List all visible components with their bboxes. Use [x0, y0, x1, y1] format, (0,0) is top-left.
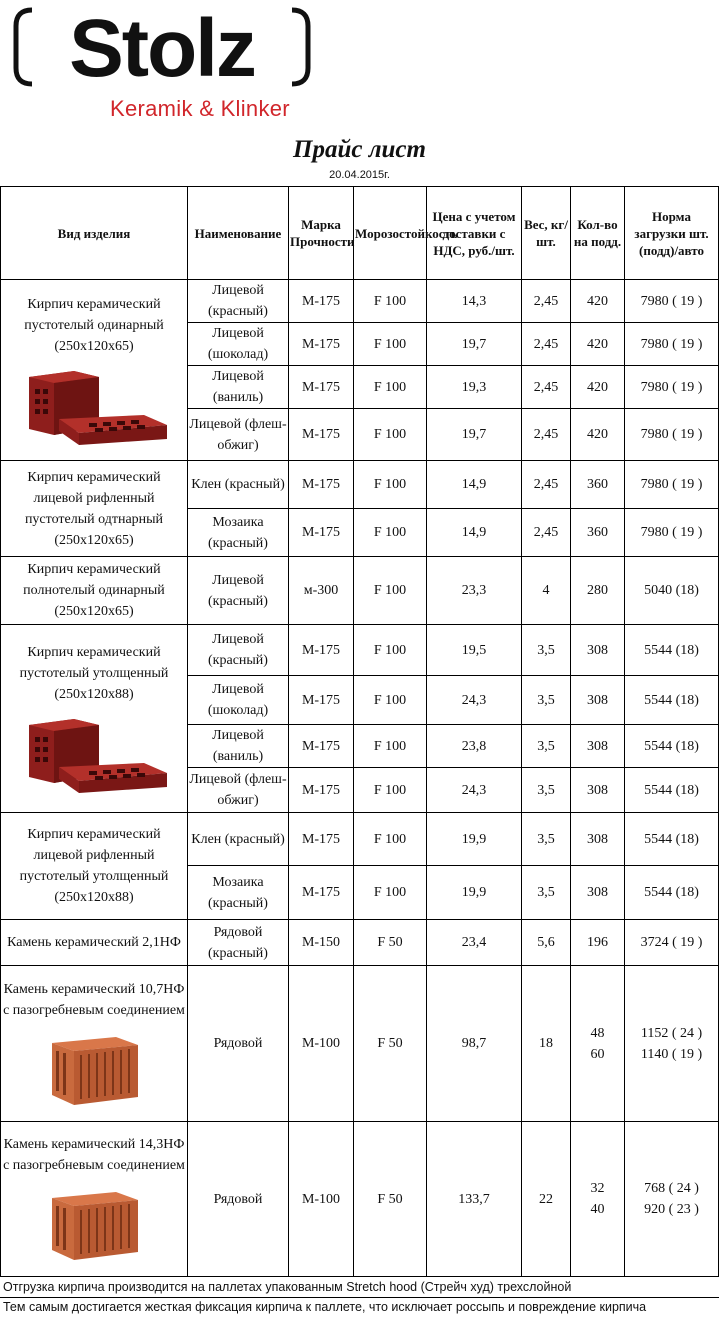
price-cell: 19,9	[427, 866, 522, 920]
frost-cell: F 50	[354, 966, 427, 1122]
name-cell: Рядовой (красный)	[188, 920, 289, 966]
strength-cell: М-100	[289, 966, 354, 1122]
price-cell: 23,8	[427, 725, 522, 768]
table-row	[1, 920, 719, 966]
weight-cell: 2,45	[522, 509, 571, 557]
pallet-qty-cell: 308	[571, 866, 625, 920]
product-type-label: Камень керамический 10,7НФ с пазогребневым соединением	[3, 981, 185, 1018]
pallet-qty-cell: 308	[571, 625, 625, 676]
price-cell: 14,9	[427, 461, 522, 509]
frost-cell: F 100	[354, 557, 427, 625]
frost-cell: F 100	[354, 409, 427, 461]
name-cell: Лицевой (флеш-обжиг)	[188, 409, 289, 461]
strength-cell: М-175	[289, 280, 354, 323]
price-cell: 98,7	[427, 966, 522, 1122]
header-name: Наименование	[188, 187, 289, 280]
header-price: Цена с учетом доставки с НДС, руб./шт.	[427, 187, 522, 280]
frost-cell: F 100	[354, 461, 427, 509]
name-cell: Лицевой (шоколад)	[188, 676, 289, 725]
load-norm-cell: 5544 (18)	[625, 725, 719, 768]
header-load-norm: Норма загрузки шт.(подд)/авто	[625, 187, 719, 280]
pallet-qty-cell: 420	[571, 409, 625, 461]
price-cell: 24,3	[427, 768, 522, 813]
logo-text: Stolz	[69, 3, 255, 94]
price-cell: 19,5	[427, 625, 522, 676]
frost-cell: F 100	[354, 280, 427, 323]
price-cell: 19,7	[427, 323, 522, 366]
strength-cell: М-175	[289, 725, 354, 768]
stolz-logo	[12, 2, 312, 92]
table-row	[1, 813, 719, 866]
name-cell: Лицевой (ваниль)	[188, 725, 289, 768]
pallet-qty-cell: 308	[571, 725, 625, 768]
frost-cell: F 100	[354, 676, 427, 725]
table-header-row	[1, 187, 719, 280]
pallet-qty-cell: 420	[571, 280, 625, 323]
pallet-qty-cell: 308	[571, 768, 625, 813]
weight-cell: 5,6	[522, 920, 571, 966]
red-brick-image	[19, 367, 169, 447]
frost-cell: F 100	[354, 813, 427, 866]
strength-cell: М-175	[289, 461, 354, 509]
load-norm-cell: 7980 ( 19 )	[625, 509, 719, 557]
header-strength: Марка Прочности	[289, 187, 354, 280]
load-norm-cell: 5544 (18)	[625, 625, 719, 676]
name-cell: Лицевой (флеш-обжиг)	[188, 768, 289, 813]
price-cell: 24,3	[427, 676, 522, 725]
load-norm-cell: 5040 (18)	[625, 557, 719, 625]
frost-cell: F 100	[354, 625, 427, 676]
load-norm-cell: 7980 ( 19 )	[625, 366, 719, 409]
name-cell: Лицевой (красный)	[188, 557, 289, 625]
product-type-label: Кирпич керамический пустотелый одинарный (250х120х65)	[24, 296, 164, 354]
load-norm-cell: 3724 ( 19 )	[625, 920, 719, 966]
product-type-label: Камень керамический 2,1НФ	[7, 935, 181, 950]
pallet-qty-cell: 280	[571, 557, 625, 625]
price-cell: 23,4	[427, 920, 522, 966]
header-pallet-qty: Кол-во на подд.	[571, 187, 625, 280]
weight-cell: 2,45	[522, 461, 571, 509]
product-type-cell	[1, 813, 188, 920]
product-type-label: Кирпич керамический лицевой рифленный пустотелый одтнарный (250х120х65)	[24, 469, 164, 548]
name-cell: Лицевой (шоколад)	[188, 323, 289, 366]
load-norm-cell: 7980 ( 19 )	[625, 323, 719, 366]
price-cell: 14,3	[427, 280, 522, 323]
strength-cell: М-100	[289, 1122, 354, 1277]
name-cell: Лицевой (ваниль)	[188, 366, 289, 409]
fixation-note: Тем самым достигается жесткая фиксация кирпича к паллете, что исключает россыпь и повреждение кирпича	[3, 1300, 647, 1314]
frost-cell: F 100	[354, 768, 427, 813]
name-cell: Лицевой (красный)	[188, 280, 289, 323]
price-date: 20.04.2015г.	[329, 169, 390, 181]
frost-cell: F 50	[354, 1122, 427, 1277]
weight-cell: 3,5	[522, 813, 571, 866]
pallet-qty-cell: 420	[571, 323, 625, 366]
weight-cell: 2,45	[522, 409, 571, 461]
strength-cell: М-175	[289, 866, 354, 920]
load-norm-cell: 5544 (18)	[625, 866, 719, 920]
table-row	[1, 557, 719, 625]
price-cell: 19,9	[427, 813, 522, 866]
pallet-qty-cell: 32 40	[571, 1122, 625, 1277]
subbrand: Keramik & Klinker	[110, 96, 290, 121]
pallet-qty-cell: 308	[571, 813, 625, 866]
price-table	[0, 186, 719, 1277]
frost-cell: F 100	[354, 866, 427, 920]
weight-cell: 2,45	[522, 366, 571, 409]
strength-cell: М-175	[289, 768, 354, 813]
name-cell: Мозаика (красный)	[188, 866, 289, 920]
price-cell: 19,7	[427, 409, 522, 461]
strength-cell: М-175	[289, 625, 354, 676]
table-row	[1, 625, 719, 676]
weight-cell: 4	[522, 557, 571, 625]
weight-cell: 3,5	[522, 625, 571, 676]
product-type-cell	[1, 557, 188, 625]
name-cell: Рядовой	[188, 966, 289, 1122]
strength-cell: М-175	[289, 676, 354, 725]
product-type-cell	[1, 966, 188, 1122]
header-product: Вид изделия	[1, 187, 188, 280]
load-norm-cell: 7980 ( 19 )	[625, 280, 719, 323]
name-cell: Клен (красный)	[188, 461, 289, 509]
load-norm-cell: 7980 ( 19 )	[625, 461, 719, 509]
pallet-qty-cell: 308	[571, 676, 625, 725]
strength-cell: М-175	[289, 409, 354, 461]
load-norm-cell: 5544 (18)	[625, 768, 719, 813]
product-type-cell	[1, 1122, 188, 1277]
product-type-label: Кирпич керамический лицевой рифленный пустотелый утолщенный (250х120х88)	[19, 827, 169, 905]
frost-cell: F 50	[354, 920, 427, 966]
header-frost: Морозостойкость	[354, 187, 427, 280]
strength-cell: М-150	[289, 920, 354, 966]
shipping-note: Отгрузка кирпича производится на паллетах упакованным Stretch hood (Стрейч худ) трехслойной	[3, 1280, 572, 1294]
product-type-cell	[1, 625, 188, 813]
frost-cell: F 100	[354, 509, 427, 557]
pallet-qty-cell: 360	[571, 509, 625, 557]
weight-cell: 2,45	[522, 323, 571, 366]
strength-cell: М-175	[289, 323, 354, 366]
weight-cell: 3,5	[522, 866, 571, 920]
product-type-label: Кирпич керамический полнотелый одинарный (250х120х65)	[23, 562, 165, 619]
load-norm-cell: 5544 (18)	[625, 676, 719, 725]
red-brick-image	[19, 715, 169, 795]
product-type-cell	[1, 461, 188, 557]
table-row	[1, 1122, 719, 1277]
pallet-qty-cell: 196	[571, 920, 625, 966]
page-title: Прайс лист	[293, 136, 426, 163]
weight-cell: 3,5	[522, 676, 571, 725]
strength-cell: М-175	[289, 813, 354, 866]
name-cell: Лицевой (красный)	[188, 625, 289, 676]
price-cell: 19,3	[427, 366, 522, 409]
frost-cell: F 100	[354, 323, 427, 366]
frost-cell: F 100	[354, 725, 427, 768]
product-type-label: Камень керамический 14,3НФ с пазогребневым соединением	[3, 1137, 185, 1173]
weight-cell: 3,5	[522, 768, 571, 813]
name-cell: Клен (красный)	[188, 813, 289, 866]
weight-cell: 3,5	[522, 725, 571, 768]
strength-cell: м-300	[289, 557, 354, 625]
weight-cell: 22	[522, 1122, 571, 1277]
ceramic-block-image	[44, 1186, 144, 1264]
weight-cell: 2,45	[522, 280, 571, 323]
price-cell: 133,7	[427, 1122, 522, 1277]
product-type-label: Кирпич керамический пустотелый утолщенный (250х120х88)	[19, 645, 169, 702]
header-weight: Вес, кг/шт.	[522, 187, 571, 280]
load-norm-cell: 7980 ( 19 )	[625, 409, 719, 461]
load-norm-cell: 5544 (18)	[625, 813, 719, 866]
load-norm-cell: 768 ( 24 ) 920 ( 23 )	[625, 1122, 719, 1277]
pallet-qty-cell: 48 60	[571, 966, 625, 1122]
pallet-qty-cell: 420	[571, 366, 625, 409]
frost-cell: F 100	[354, 366, 427, 409]
strength-cell: М-175	[289, 509, 354, 557]
product-type-cell	[1, 280, 188, 461]
product-type-cell	[1, 920, 188, 966]
table-row	[1, 461, 719, 509]
pallet-qty-cell: 360	[571, 461, 625, 509]
ceramic-block-image	[44, 1031, 144, 1109]
price-cell: 14,9	[427, 509, 522, 557]
price-cell: 23,3	[427, 557, 522, 625]
table-row	[1, 966, 719, 1122]
table-row	[1, 280, 719, 323]
load-norm-cell: 1152 ( 24 ) 1140 ( 19 )	[625, 966, 719, 1122]
name-cell: Рядовой	[188, 1122, 289, 1277]
name-cell: Мозаика (красный)	[188, 509, 289, 557]
weight-cell: 18	[522, 966, 571, 1122]
strength-cell: М-175	[289, 366, 354, 409]
